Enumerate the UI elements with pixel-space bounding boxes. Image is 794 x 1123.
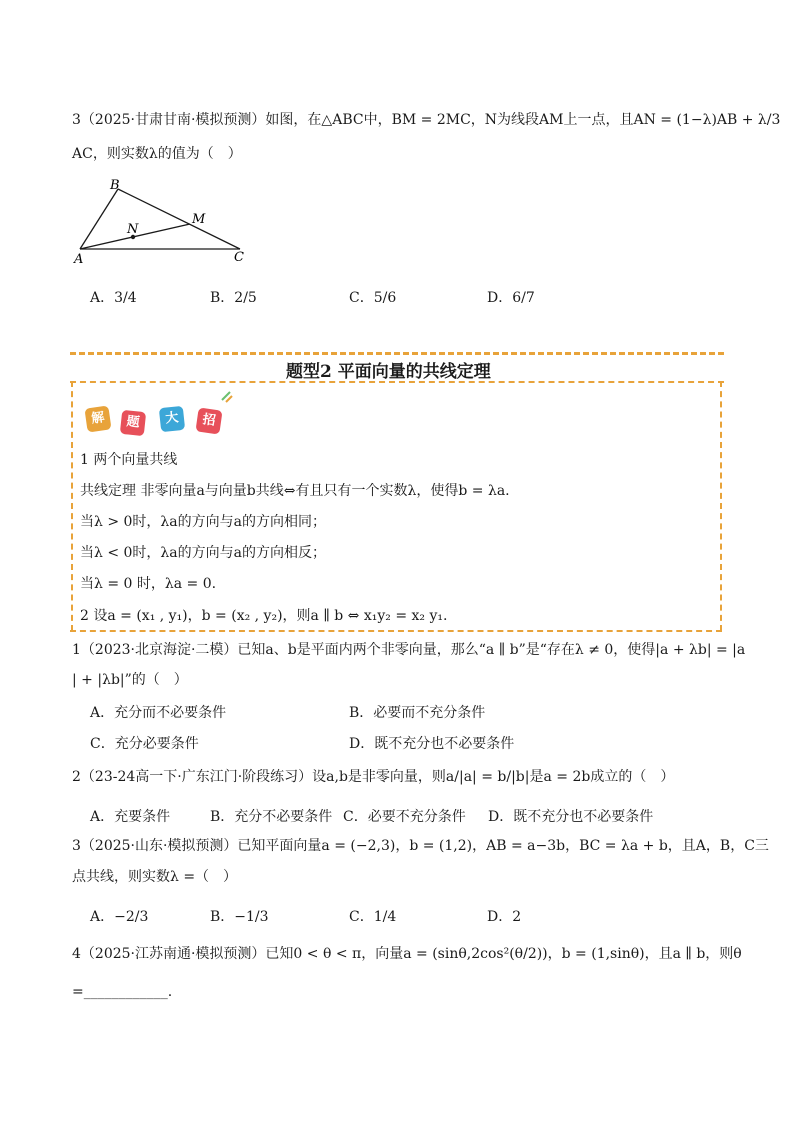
q1-line2: | + |λb|”的（ ）: [72, 672, 188, 688]
sparkle-icon: [218, 388, 234, 404]
badge-jie: 解: [84, 405, 111, 432]
section-line-4: 当λ < 0时，λa的方向与a的方向相反；: [80, 545, 326, 561]
section-right-border: [720, 381, 722, 631]
badge-da: 大: [159, 406, 185, 432]
label-c: C: [234, 250, 244, 265]
q3-line2: 点共线，则实数λ =（ ）: [72, 869, 238, 885]
q3-top-line1: 3（2025·甘肃甘南·模拟预测）如图，在△ABC中，BM = 2MC，N为线段AM上一点，且AN = (1−λ)AB + λ/3: [72, 112, 781, 128]
section-left-border: [71, 381, 73, 631]
q1-option-a: A．充分而不必要条件: [90, 705, 227, 721]
q4-line2: =____________.: [72, 984, 173, 1000]
triangle-figure: [70, 175, 260, 270]
label-b: B: [110, 178, 120, 193]
q3-top-option-d: D．6/7: [487, 290, 535, 306]
q3-top-option-a: A．3/4: [90, 290, 137, 306]
section-title: 题型2 平面向量的共线定理: [286, 362, 491, 382]
q3-option-d: D．2: [487, 909, 522, 925]
side-ab: [80, 189, 118, 249]
section-top-border: [70, 352, 724, 355]
q2-option-d: D．既不充分也不必要条件: [488, 809, 654, 825]
q3-option-a: A．−2/3: [90, 909, 149, 925]
q3-option-b: B．−1/3: [210, 909, 269, 925]
q2-option-a: A．充要条件: [90, 809, 171, 825]
q2-option-c: C．必要不充分条件: [343, 809, 466, 825]
q3-option-c: C．1/4: [349, 909, 397, 925]
q4-line1: 4（2025·江苏南通·模拟预测）已知0 < θ < π，向量a = (sinθ,2cos²(θ/2))，b = (1,sinθ)，且a ∥ b，则θ: [72, 946, 742, 962]
badge-ti: 题: [120, 410, 146, 436]
label-n: N: [127, 222, 139, 237]
section-line-1: 1 两个向量共线: [80, 452, 178, 468]
q2-line1: 2（23-24高一下·广东江门·阶段练习）设a,b是非零向量，则a/|a| = b/|b|是a = 2b成立的（ ）: [72, 769, 675, 785]
q1-option-c: C．充分必要条件: [90, 736, 199, 752]
side-bc: [118, 189, 240, 249]
q3-line1: 3（2025·山东·模拟预测）已知平面向量a = (−2,3)，b = (1,2)，AB = a−3b，BC = λa + b，且A，B，C三: [72, 838, 769, 854]
badge-zhao: 招: [195, 407, 222, 434]
q1-line1: 1（2023·北京海淀·二模）已知a、b是平面内两个非零向量，那么“a ∥ b”是“存在λ ≠ 0，使得|a + λb| = |a: [72, 642, 746, 658]
q1-option-b: B．必要而不充分条件: [349, 705, 486, 721]
section-line-6: 2 设a = (x₁ , y₁)，b = (x₂ , y₂)，则a ∥ b ⇔ x₁y₂ = x₂ y₁.: [80, 608, 448, 624]
label-a: A: [74, 252, 84, 267]
section-line-5: 当λ = 0 时，λa = 0.: [80, 576, 217, 592]
section-bottom-border: [70, 630, 722, 632]
q2-option-b: B．充分不必要条件: [210, 809, 333, 825]
section-line-3: 当λ > 0时，λa的方向与a的方向相同；: [80, 514, 326, 530]
q3-top-option-b: B．2/5: [210, 290, 257, 306]
section-line-2: 共线定理 非零向量a与向量b共线⇔有且只有一个实数λ，使得b = λa.: [80, 483, 510, 499]
label-m: M: [192, 212, 206, 227]
q3-top-option-c: C．5/6: [349, 290, 397, 306]
section-title-divider: [70, 381, 724, 383]
q3-top-line2: AC，则实数λ的值为（ ）: [72, 146, 242, 162]
q1-option-d: D．既不充分也不必要条件: [349, 736, 515, 752]
